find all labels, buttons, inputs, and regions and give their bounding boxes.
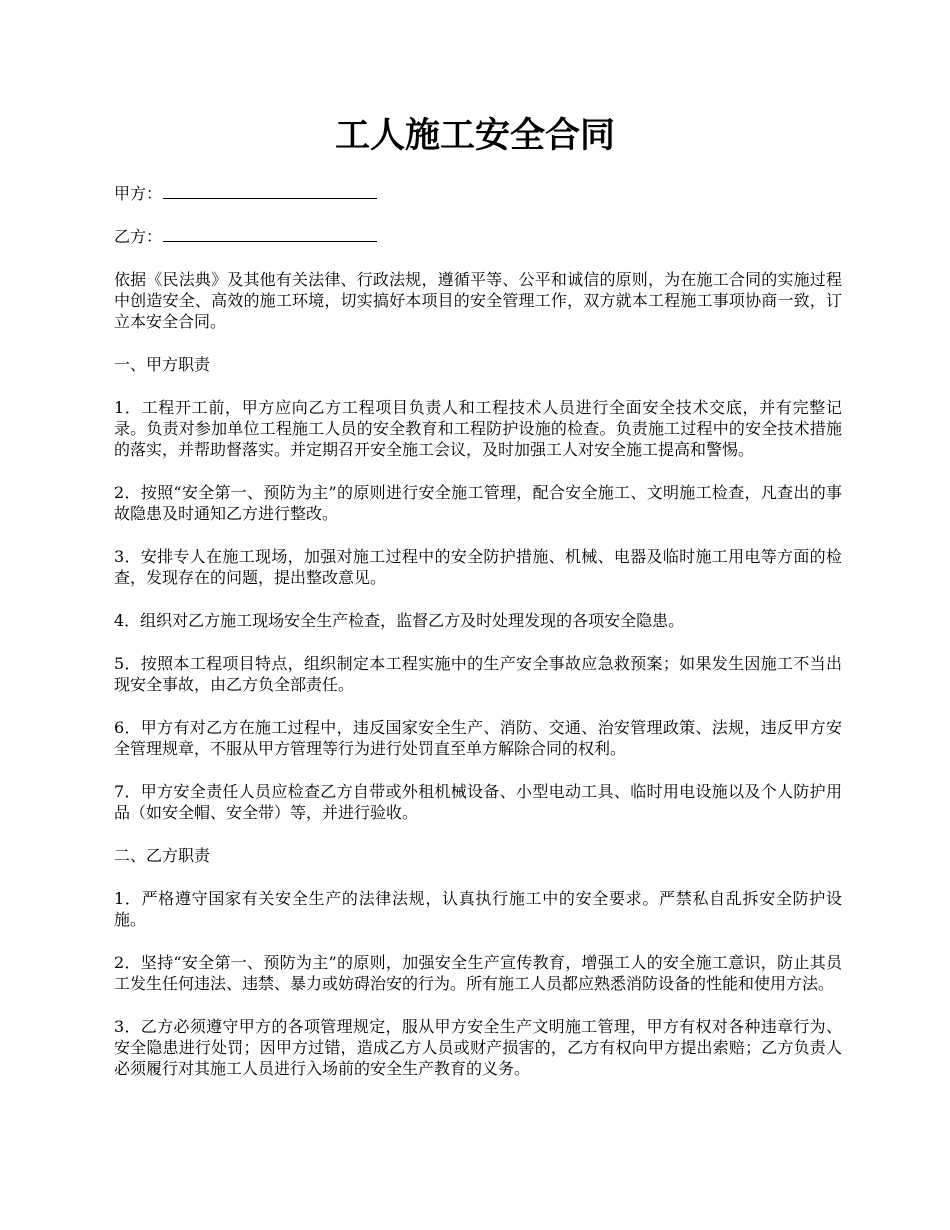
section-a-item: 6．甲方有对乙方在施工过程中，违反国家安全生产、消防、交通、治安管理政策、法规，违反甲方安全管理规章，不服从甲方管理等行为进行处罚直至单方解除合同的权利。 [114, 718, 842, 758]
section-a-item: 4．组织对乙方施工现场安全生产检查，监督乙方及时处理发现的各项安全隐患。 [114, 611, 685, 630]
document-title: 工人施工安全合同 [334, 115, 615, 156]
party-a-line [114, 183, 842, 204]
party-a-label: 甲方： [114, 184, 163, 203]
section-a-heading: 一、甲方职责 [114, 355, 211, 374]
party-a-blank [163, 184, 377, 199]
section-a-item: 5．按照本工程项目特点，组织制定本工程实施中的生产安全事故应急救预案；如果发生因施工不当出现安全事故，由乙方负全部责任。 [114, 654, 842, 694]
intro-paragraph: 依据《民法典》及其他有关法律、行政法规，遵循平等、公平和诚信的原则，为在施工合同的实施过程中创造安全、高效的施工环境，切实搞好本项目的安全管理工作，双方就本工程施工事项协商一致，订立本安全合同。 [114, 270, 842, 331]
section-a-item: 2．按照“安全第一、预防为主”的原则进行安全施工管理，配合安全施工、文明施工检查，凡查出的事故隐患及时通知乙方进行整改。 [114, 483, 842, 523]
section-a-item: 3．安排专人在施工现场，加强对施工过程中的安全防护措施、机械、电器及临时施工用电等方面的检查，发现存在的问题，提出整改意见。 [114, 547, 842, 587]
section-b-item: 1．严格遵守国家有关安全生产的法律法规，认真执行施工中的安全要求。严禁私自乱拆安全防护设施。 [114, 889, 842, 929]
party-b-blank [163, 227, 377, 242]
section-b-item: 3．乙方必须遵守甲方的各项管理规定，服从甲方安全生产文明施工管理，甲方有权对各种违章行为、安全隐患进行处罚；因甲方过错，造成乙方人员或财产损害的，乙方有权向甲方提出索赔；乙方负责人必须履行对其施工人员进行入场前的安全生产教育的义务。 [114, 1017, 842, 1078]
section-a-item: 1．工程开工前，甲方应向乙方工程项目负责人和工程技术人员进行全面安全技术交底，并有完整记录。负责对参加单位工程施工人员的安全教育和工程防护设施的检查。负责施工过程中的安全技术措施的落实，并帮助督落实。并定期召开安全施工会议，及时加强工人对安全施工提高和警惕。 [114, 398, 842, 459]
section-a-item: 7．甲方安全责任人员应检查乙方自带或外租机械设备、小型电动工具、临时用电设施以及个人防护用品（如安全帽、安全带）等，并进行验收。 [114, 782, 842, 822]
section-b-heading: 二、乙方职责 [114, 846, 211, 865]
party-b-line [114, 226, 842, 247]
section-b-item: 2．坚持“安全第一、预防为主”的原则，加强安全生产宣传教育，增强工人的安全施工意识，防止其员工发生任何违法、违禁、暴力或妨碍治安的行为。所有施工人员都应熟悉消防设备的性能和使用方法。 [114, 953, 842, 993]
party-b-label: 乙方： [114, 227, 163, 246]
document-body [114, 183, 842, 1101]
